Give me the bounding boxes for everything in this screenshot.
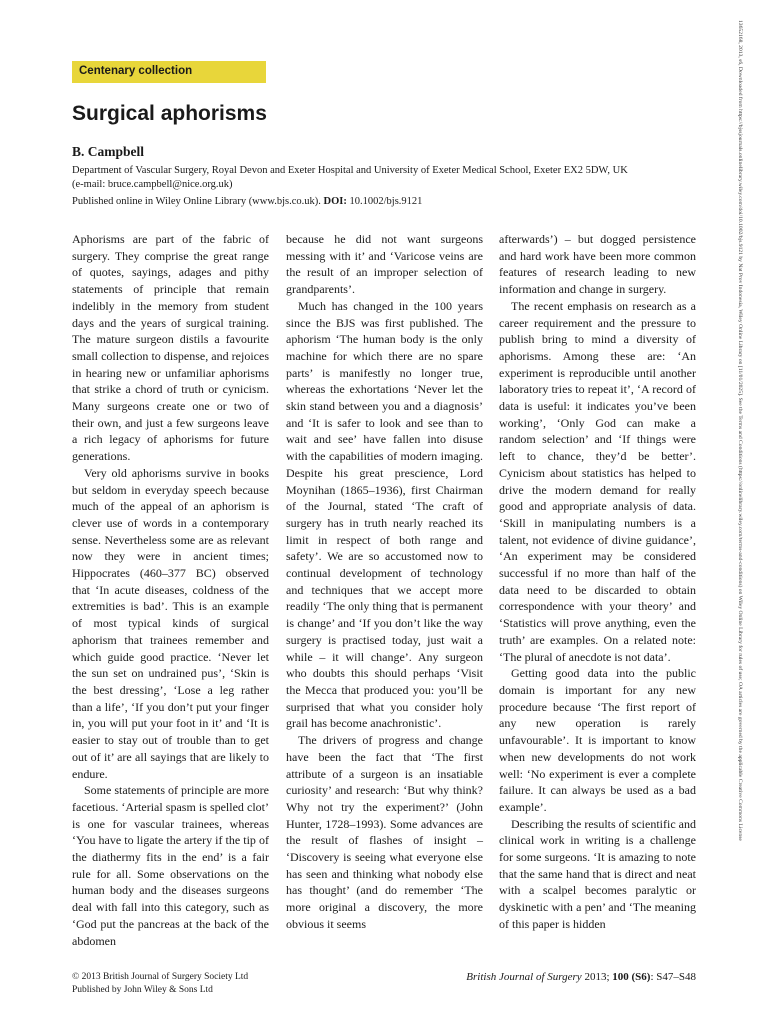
- journal-year: 2013;: [581, 971, 613, 983]
- publication-info: [72, 196, 672, 207]
- paragraph: Some statements of principle are more facetious. ‘Arterial spasm is spelled clot’ is one for vascular trainees, whereas ‘You have to ligate the artery if the tip of the diathermy fits in the end’ is a fair rule for all. Some observations on the human body and the diseases surgeons deal with fall into this category, such as ‘God put the pancreas at the back of the abdomen: [72, 783, 269, 948]
- journal-citation: [466, 971, 696, 983]
- paragraph: Very old aphorisms survive in books but seldom in everyday speech because much of the appeal of an aphorism is clever use of words in a contemporary sense. Nevertheless some are as relevant now they were in ancient times; Hippocrates (460–377 BC) observed that ‘In acute diseases, coldness of the extremities is bad’. This is an example of most typical kinds of surgical aphorism that trainees remember and which guide good practice. ‘Never let the sun set on undrained pus’, ‘Skin is the best dressing’, ‘Lose a leg rather than a life’, ‘If you don’t put your finger in, you will put your foot in it’ and ‘It is easier to stay out of trouble than to get out of it’ are all sayings that are likely to endure.: [72, 465, 269, 781]
- doi-value: 10.1002/bjs.9121: [346, 196, 423, 207]
- journal-volume: 100 (S6): [612, 971, 651, 983]
- journal-pages: : S47–S48: [650, 971, 696, 983]
- paragraph: Aphorisms are part of the fabric of surgery. They comprise the great range of quotes, sayings, adages and pithy statements of principle that remain indelibly in the memory from student days and the years of surgical training. The mature surgeon distils a favourite small collection to dispense, and rejoices in hearing new or unfamiliar aphorisms that strike a chord of truth or cynicism. Many surgeons create one or two of their own, and just a few surgeons leave a rich legacy of aphorisms for future generations.: [72, 232, 269, 464]
- paragraph: afterwards’) – but dogged persistence and hard work have been more common features of research leading to new information and change in surgery.: [499, 232, 696, 297]
- body-column-3: [499, 231, 696, 933]
- body-column-1: [72, 231, 269, 949]
- doi-label: DOI:: [323, 196, 347, 207]
- affiliation-email: (e-mail: bruce.campbell@nice.org.uk): [72, 178, 233, 190]
- download-notice-sidebar: 13652168, 2013, s6, Downloaded from https://bjssjournals.onlinelibrary.wiley.com/doi/10.1002/bjs.9121 by Nat Prov Indonesia, Wiley Online Library on [11/01/2025]. See the Terms and Conditions (https://onlinelibrary.wiley.com/terms-and-conditions) on Wiley Online Library for rules of use; OA articles are governed by the applicable Creative Commons License: [737, 20, 743, 841]
- affiliation-address: Department of Vascular Surgery, Royal Devon and Exeter Hospital and University of Exeter Medical School, Exeter EX2 5DW, UK: [72, 165, 628, 176]
- paragraph: The drivers of progress and change have been the fact that ‘The first attribute of a surgeon is an insatiable curiosity’ and research: ‘But why think? Why not try the experiment?’ (John Hunter, 1728–1993). Some advances are the result of flashes of insight – ‘Discovery is seeing what everyone else has seen and thinking what nobody else has thought’ (and do remember ‘The more original a discovery, the more obvious it seems: [286, 733, 483, 931]
- journal-name: British Journal of Surgery: [466, 971, 582, 983]
- author-name: B. Campbell: [72, 144, 145, 159]
- paragraph: because he did not want surgeons messing with it’ and ‘Varicose veins are the result of an improper selection of grandparents’.: [286, 232, 483, 297]
- paragraph: Getting good data into the public domain is important for any new procedure because ‘The first report of any new operation is rarely unfavourable’. It is important to know when new developments do not work well: ‘No experiment is ever a complete failure. It can always be used as a bad example’.: [499, 666, 696, 814]
- author-affiliation: [72, 164, 672, 191]
- paragraph: Much has changed in the 100 years since the BJS was first published. The aphorism ‘The human body is the only machine for which there are no spare parts’ is manifestly no longer true, whereas the exhortations ‘Never let the skin stand between you and a diagnosis’ and ‘It is safer to look and see than to wait and see’ have fallen into disuse with the capabilities of modern imaging. Despite his great prescience, Lord Moynihan (1865–1936), first Chairman of the Journal, stated ‘The craft of surgery has in truth nearly reached its limit in respect of both range and safety’. We are so accustomed now to continual development of technology and techniques that we accept more readily ‘The only thing that is permanent is change’ and ‘If you don’t like the way surgery is practised today, just wait a while – it will change’. Any surgeon who doubts this should perhaps ‘Visit the Mecca that produced you: you’ll be surprised that what you consider holy grail has become anachronistic’.: [286, 298, 483, 731]
- article-title: Surgical aphorisms: [72, 102, 267, 125]
- paragraph: The recent emphasis on research as a career requirement and the pressure to publish bring to mind a diversity of aphorisms. Among these are: ‘An experiment is reproducible until another laboratory tries to repeat it’, ‘A record of data is useful: it indicates you’ve been working’, ‘Only God can make a random selection’ and ‘If things were left to chance, they’d be better’. Cynicism about statistics has helped to drive the modern demand for really good and appropriate analysis of data. ‘Skill in manipulating numbers is a talent, not evidence of divine guidance’, ‘An experiment may be considered successful if no more than half of the data need to be discarded to obtain correspondence with your theory’ and ‘Statistics will prove anything, even the truth’ are examples. On a related note: ‘The plural of anecdote is not data’.: [499, 298, 696, 664]
- publisher-line: Published by John Wiley & Sons Ltd: [72, 984, 213, 995]
- section-banner: [72, 61, 266, 83]
- body-column-2: [286, 231, 483, 933]
- copyright-line: © 2013 British Journal of Surgery Society Ltd: [72, 972, 249, 982]
- section-label: Centenary collection: [79, 65, 193, 77]
- published-online-text: Published online in Wiley Online Library (www.bjs.co.uk).: [72, 196, 324, 207]
- paragraph: Describing the results of scientific and clinical work in writing is a challenge for some surgeons. ‘It is amazing to note that the same hand that is direct and neat with a scalpel becomes paralytic or dyskinetic with a pen’ and ‘The meaning of this paper is hidden: [499, 816, 696, 931]
- copyright-notice: [72, 971, 248, 996]
